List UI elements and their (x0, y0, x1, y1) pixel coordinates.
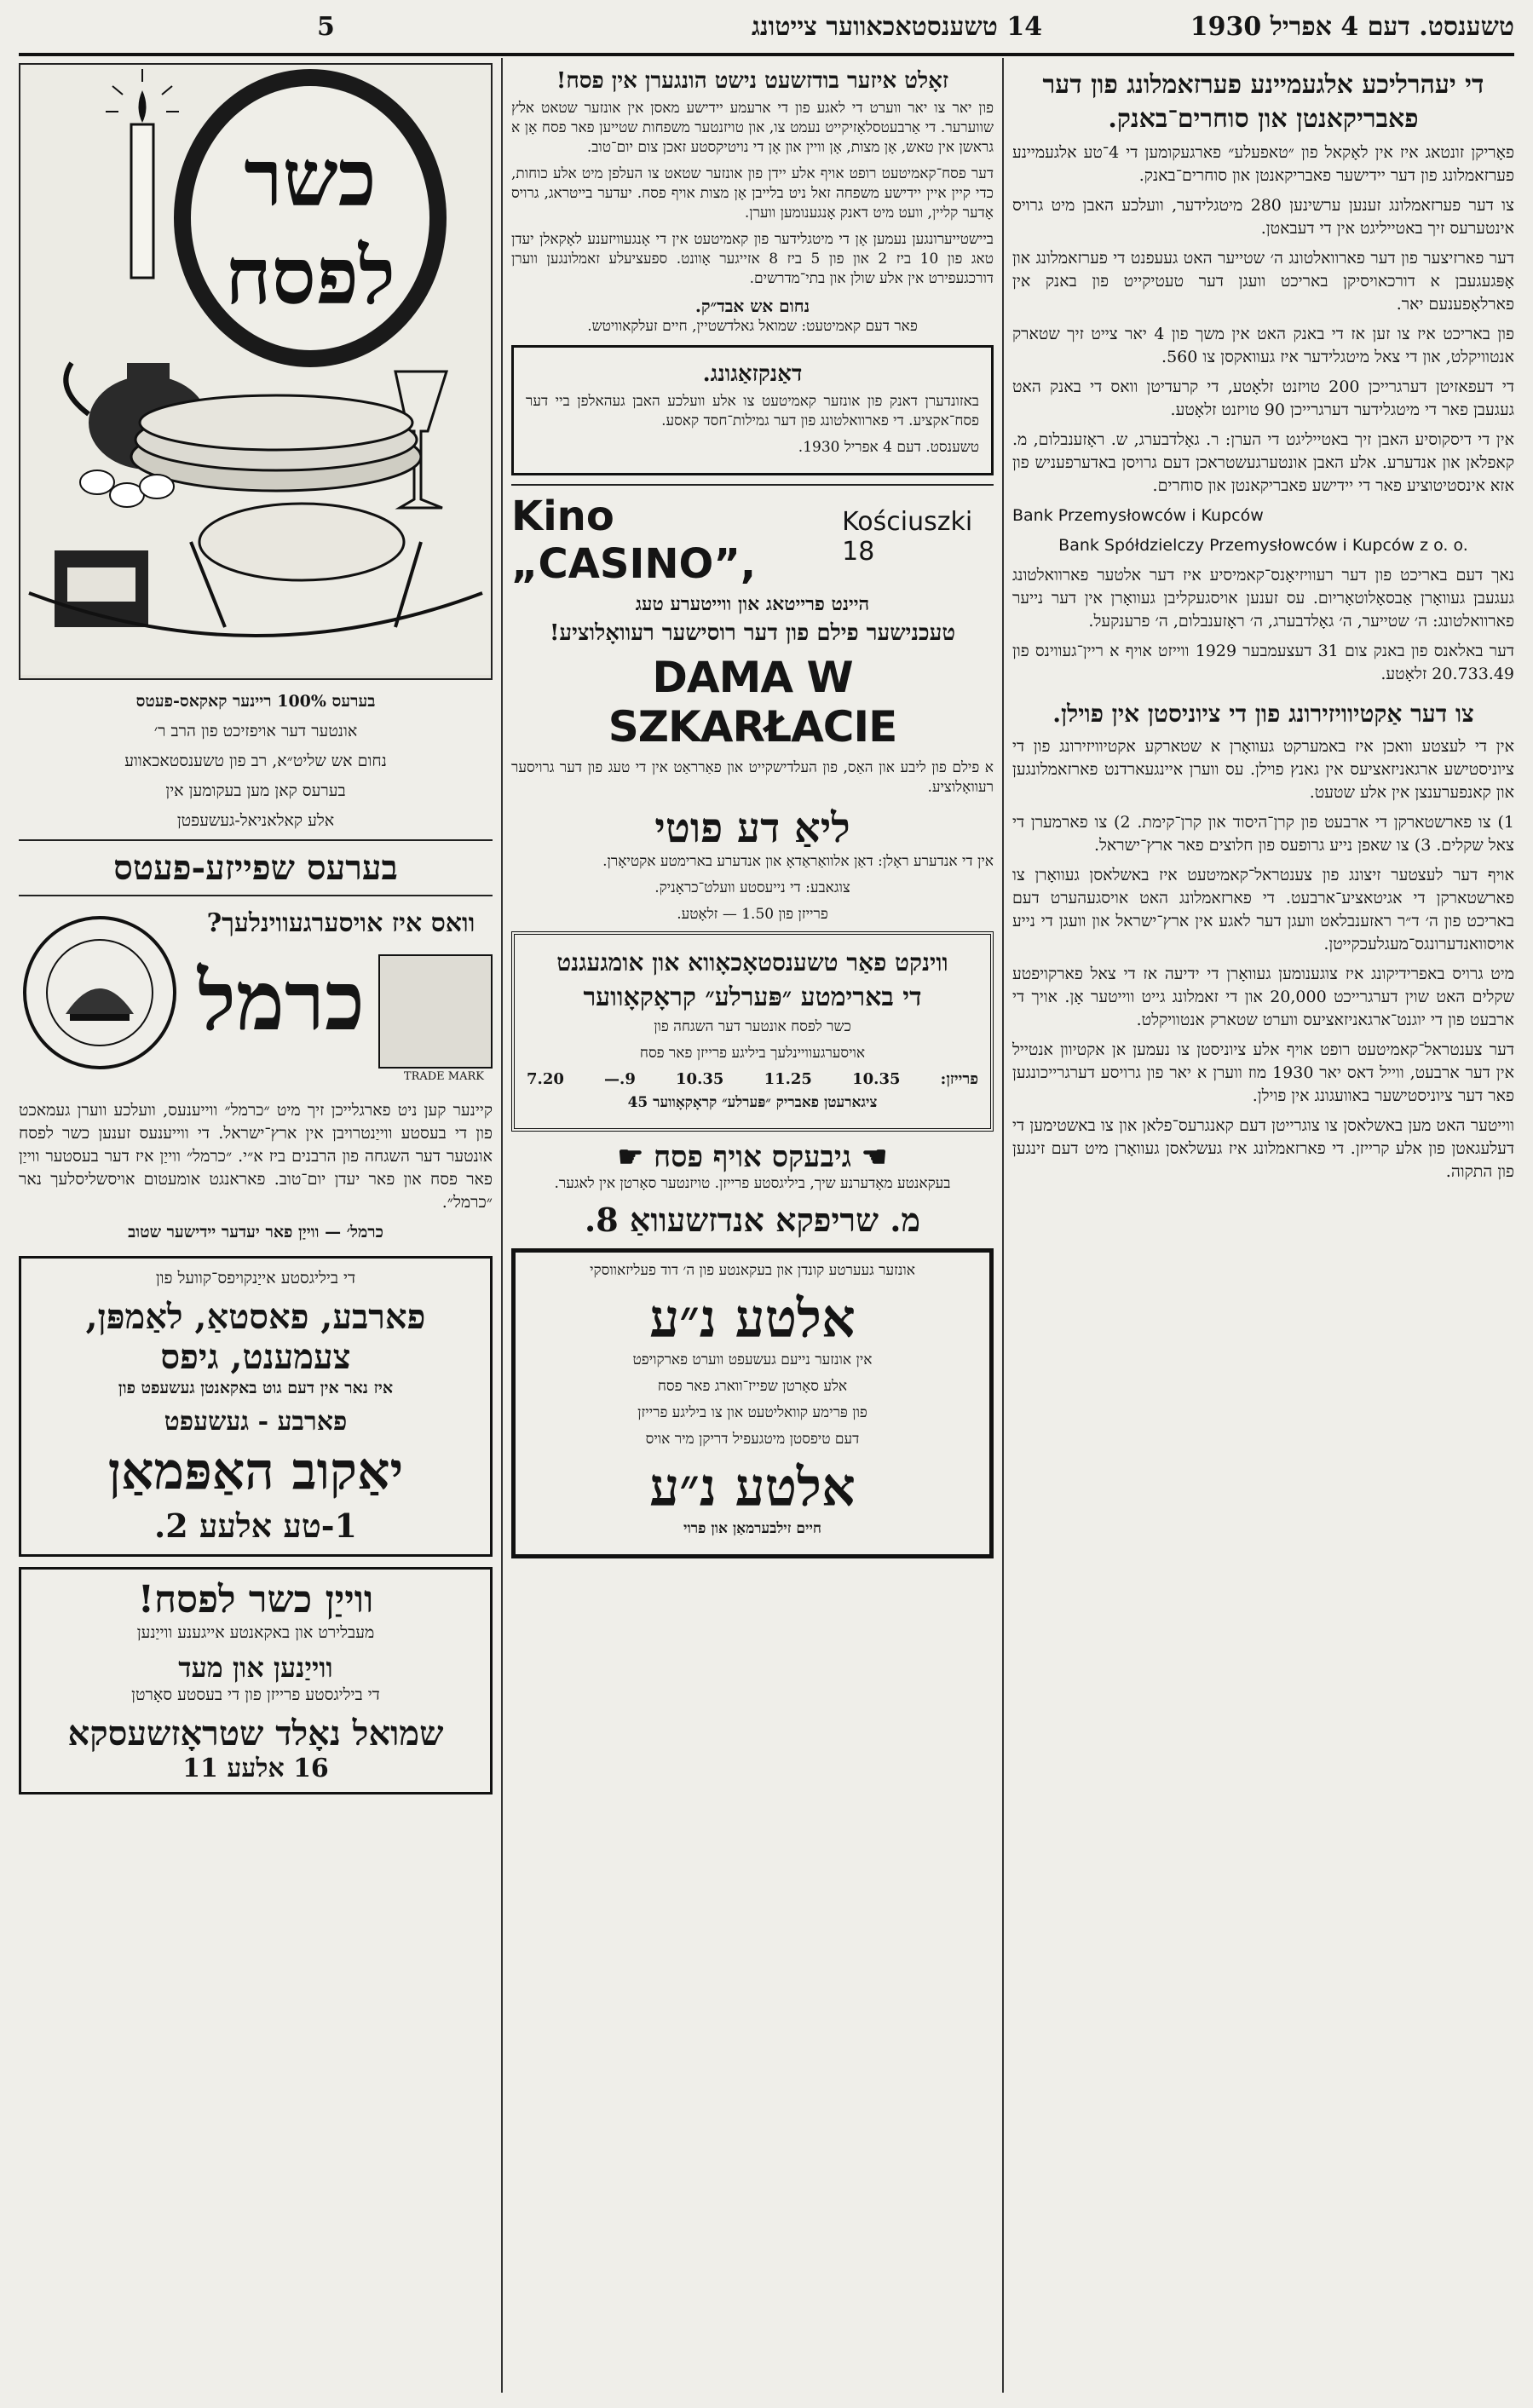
shoe-ad-title-text: גיבעקס אויף פסח (654, 1140, 851, 1174)
carmel-body: קיינער קען ניט פארגלייכן זיך מיט ״כרמל״ ווייענעס, וועלכע ווערן געמאכט פון די בעסטע ווייַנטרויבן אין ארץ־ישראל. די ווייענעס זענען כשר לפסח אונטער דער השגחה פון הרבנים ביז א״י. ״כרמל״ ווייַן איז דער בעסטער ווייַן פאר פסח און פאר יעדן יום־טוב. פאראנגט אומעטום אויסשליסלעך נאר ״כרמל״. (19, 1101, 493, 1212)
bank-paragraph: פאָריקן זונטאג איז אין לאָקאל פון ״טאפעלע״ פארגעקומען די 4־טע אלגעמיינע פערזאמלונג פון דער יידישער פאבריקאנטן און סוחרים־באנק. (1012, 143, 1514, 185)
hafman-ad (19, 1256, 493, 1557)
date-line: טשענסט. דעם 4 אפריל 1930 (1190, 12, 1514, 42)
film-prices: פרייזן פון 1.50 — זלאָטע. (677, 906, 828, 923)
film-description: א פילם פון ליבע און האַס, פון העלדישקייט און פאַרראַט אין די טעג פון דער גרויסער רעוואָלוציע. (511, 759, 994, 796)
perla-price: 10.35 (852, 1070, 901, 1088)
bank-article-title: די יעהרליכע אלגעמיינע פערזאמלונג פון דער פאבריקאנטן און סוחרים־באנק. (1042, 70, 1484, 134)
bank-paragraph: נאך דעם באריכט פון דער רעוויזיאָנס־קאמיסיע איז דער אלטער פארוואלטונג געגעבן געוואָרן אַבסאָלוטאָריום. עס זענען אויסגעקליבן געוואָרן אין דער נייער פארוואלטונג: ה׳ שטייער, ה׳ גאָלדבערג, ה׳ ראָזענבלום, ה׳ פרענקעל. (1012, 566, 1514, 631)
bank-paragraph: דער באלאנס פון באנק צום 31 דעצעמבער 1929 ווייזט אויף א ריין־געווינס פון 20.733.49 זלאָטע. (1012, 642, 1514, 683)
page-header (19, 12, 1514, 49)
bank-polish-name-full: Bank Spółdzielczy Przemysłowców i Kupców z o. o. (1058, 536, 1468, 555)
carmel-figures-illustration (378, 954, 493, 1069)
hafman-address: 1-טע אלעע 2. (153, 1506, 357, 1545)
hafman-line: איז נאר אין דעם גוט באקאנטן געשעפט פון (118, 1379, 394, 1397)
carmel-trade-mark: TRADE MARK (403, 1070, 484, 1083)
right-column (1012, 63, 1514, 2398)
notice-body: באזונדערן דאנק פון אונזער קאמיטעט צו אלע וועלכע האבן געהאלפן ביי דער פסח־אקציע. די פארוואלטונג פון דער גמילות־חסד קאסע. (526, 393, 979, 429)
wine-seller: שמואל נאָלד שטראָזשעסקא (67, 1714, 444, 1754)
alte-text: אין אונזער נייעם געשעפט ווערט פארקויפט (632, 1351, 873, 1368)
page-number: 5 (317, 12, 335, 42)
pointing-hand-icon: ☚ (851, 1140, 888, 1174)
perla-footer: ציגארעטן פאבריק ״פּערלע״ קראָקאָווער 45 (627, 1094, 878, 1111)
shoe-ad-title (511, 1140, 994, 1174)
cinema-address: Kościuszki 18 (842, 507, 973, 567)
bank-paragraph: פון באריכט איז צו זען אז די באנק האט אין משך פון 4 יאר צייט זיך שטארק אנטוויקלט, און די צאל מיטגלידער איז געוואקסן צו 560. (1012, 325, 1514, 366)
alte-intro: אונזער געערטע קונדן און בעקאנטע פון ה׳ דוד פעליזאווסקי (590, 1262, 915, 1279)
perla-price: 10.35 (676, 1070, 724, 1088)
bank-paragraph: די דעפאזיטן דערגרייכן 200 טויזנט זלאָטע, די קרעדיטן וואס די באנק האט געגעבן פאר די מיטגלידער דערגרייכן 90 טויזנט זלאָטע. (1012, 377, 1514, 419)
column-divider-1 (501, 58, 503, 2393)
wine-ad (19, 1567, 493, 1794)
perla-price: 11.25 (764, 1070, 812, 1088)
hafman-products-2: צעמענט, גיפס (160, 1337, 351, 1377)
pointing-hand-icon: ☛ (617, 1140, 654, 1174)
wine-address: 16 אלעע 11 (182, 1754, 329, 1783)
wine-title: ווייַן כשר לפסח! (137, 1578, 374, 1622)
film-star: ליאַ דע פוטי (654, 804, 850, 852)
zionist-paragraph: מיט גרויס באפרידיקונג איז צוגענומען געוואָרן די ידיעה אז די צאל פארקויפטע שקלים האט שוין דערגרייכט 20,000 און די זאמלונג גייט ווייטער אָן. אויך די ארבעט פון די יוגנט־ארגאניזאציעס ווערט שטארק אנטוויקלט. (1012, 965, 1514, 1029)
kosher-ad-line: בערעס 100% ריינער קאקאס-פעטס (135, 692, 376, 711)
bank-polish-name: Bank Przemysłowców i Kupców (1012, 506, 1264, 525)
perla-line: אויסערגעוויינלעך ביליגע פרייזן פאר פסח (639, 1045, 866, 1062)
perla-price: 9.— (604, 1070, 636, 1088)
zionist-article-title: צו דער אַקטיוויזירונג פון די ציוניסטן אין פוילן. (1052, 700, 1474, 728)
wine-line: ווייַנען און מעד (178, 1651, 333, 1684)
kosher-ad-line: אונטער דער אויפזיכט פון הרב ר׳ (153, 722, 358, 740)
cinema-name: Kino „CASINO”, (511, 493, 757, 588)
alte-text: דעם טיפסטן מיטגעפיל דריקן מיר אויס (645, 1431, 860, 1448)
shoe-ad-name: מ. שריפקא אנדזשעוואַ 8. (585, 1201, 920, 1239)
article-signers: פאר דעם קאמיטעט: שמואל גאלדשטיין, חיים זעלקאוויטש. (587, 318, 918, 335)
article-title: זאָלט איזער בודזשעט נישט הונגערן אין פסח! (556, 68, 949, 94)
hafman-products: פארבע, פאסטאַ, לאַמפּן, (85, 1297, 426, 1337)
divider (19, 895, 493, 896)
perla-subtitle: די בארימטע ״פּערלע״ קראָקאָווער (583, 982, 922, 1012)
sign-word-kosher: כשר (244, 132, 377, 224)
alte-name: אלטע נ״ע (649, 1288, 856, 1350)
bank-paragraph: אין די דיסקוסיע האבן זיך באטייליגט די הערן: ר. גאָלדבערג, ש. ראָזענבלום, מ. קאפלאן און אנדערע. אלע האבן אונטערגעשטראכן דעם גרויסן באדערפעניש פון אזא אינסטיטוציע פאר די יידישע פאבריקאנטן און סוחרים. (1012, 430, 1514, 495)
perla-price: 7.20 (527, 1070, 564, 1088)
zionist-paragraph: דער צענטראל־קאמיטעט רופט אויף אלע ציוניסטן צו נעמען אן אקטיוון אנטייל אין דער ארבעט, ווייל דאס יאר 1930 מוז ווערן א יאר פון גרויסע דערגרייכונגען פאר דער ציוניסטישער באוועגונג אין פוילן. (1012, 1040, 1514, 1105)
carmel-ad (19, 903, 493, 1099)
perla-prices-label: פרייזן: (940, 1070, 978, 1088)
article-paragraph: ביישטייערונגען נעמען אָן די מיטגלידער פון קאמיטעט אין די אָנגעוויזענע לאָקאלן יעדן טאג פון 10 ביז 2 און פון 5 ביז 8 אזייגער אָוונט. ספעציעלע זאמלונגען ווערן דורכגעפירט אין אלע שולן און בתי־מדרשים. (511, 231, 994, 287)
shoe-ad-body: בעקאנטע מאָדערנע שיך, ביליגסטע פרייזן. טויזנטער סאָרטן אין לאגער. (554, 1175, 951, 1192)
article-paragraph: דער פסח־קאמיטעט רופט אויף אלע יידן פון אונזער שטאט צו העלפן מיט אלע כוחות, כדי קיין איין יידישע משפחה זאל ניט בלייבן אָן מצות אויף פסח. יעדער בייטראג, גרויס אָדער קליין, וועט מיט דאנק אָנגענומען ווערן. (511, 165, 994, 222)
cinema-intro-2: טעכנישער פילם פון דער רוסישער רעוואָלוציע! (549, 620, 956, 646)
kosher-lepesach-illustration (19, 63, 493, 680)
kosher-ad-line: נחום אש שליט״א, רב פון טשענסטאכאווע (124, 752, 387, 770)
perla-title: ווינקט פאַר טשענסטאָכאָווא און אומגעגנט (556, 948, 948, 976)
kosher-ad-banner: בערעס שפייזע-פעטס (113, 848, 398, 888)
notice-title: דאַנקזאַגונג. (702, 361, 803, 387)
hafman-name: יאַקוב האַפּמאַן (107, 1442, 404, 1501)
zionist-paragraph: ווייטער האט מען באשלאסן צו צוגרייטן דעם קאנגרעס־פלאן און צו באשטימען די דעלעגאטן פון אלע קרייזן. די פארזאמלונג איז געשלאסן געוואָרן מיט דעם זינגען פון התקוה. (1012, 1116, 1514, 1181)
alte-text: אלע סאָרטן שפייז־ווארג פאר פסח (657, 1378, 848, 1395)
bank-paragraph: דער פארזיצער פון דער פארוואלטונג ה׳ שטייער האט געעפנט די פערזאמלונג און אָפּגעגעבן א דורכאויסיקן באריכט וועגן דער טעטיקייט פון באנק אין פארלאָפענעם יאר. (1012, 249, 1514, 314)
film-extra: צוגאבע: די נייעסטע וועלט־כראָניק. (654, 879, 850, 896)
wine-line: די ביליגסטע פרייזן פון די בעסטע סאָרטן (131, 1685, 380, 1704)
sign-word-lepesach: לפסח (225, 230, 395, 322)
perla-price-row (527, 1070, 978, 1088)
issue-number: 14 (1006, 12, 1043, 42)
paper-name (752, 12, 1042, 42)
hafman-line: פארבע - געשעפט (164, 1407, 348, 1437)
divider (19, 839, 493, 841)
cinema-intro: היינט פרייטאג און ווייטערע טעג (635, 593, 870, 615)
wine-line: מעבלירט און באקאנטע אייגענע ווייַנען (136, 1623, 375, 1642)
alte-name-2: אלטע נ״ע (649, 1456, 856, 1518)
thanks-notice (511, 345, 994, 475)
header-rule (19, 53, 1514, 56)
carmel-seal-icon (19, 912, 181, 1074)
carmel-headline: וואס איז אויסערגעווינלעך? (206, 908, 475, 938)
divider (511, 484, 994, 486)
shoe-ad (511, 1140, 994, 1240)
film-title: DAMA W SZKARŁACIE (608, 653, 897, 752)
perla-line: כשר לפסח אונטער דער השגחה פון (654, 1018, 851, 1035)
column-divider-2 (1002, 58, 1004, 2393)
hafman-line: די ביליגסטע אייַנקויפס־קוועל פון (155, 1269, 356, 1288)
left-column (19, 63, 493, 2398)
article-signature: נחום אש אבד״ק. (694, 296, 810, 316)
alte-notice (511, 1248, 994, 1558)
carmel-footer: כרמל׳ — ווייַן פאר יעדער יידישער שטוב (128, 1223, 383, 1241)
film-cast: אין די אנדערע ראָלן: דאַן אלוואַראַדאָ און אנדערע בארימטע אקטיאָרן. (602, 853, 994, 870)
kosher-ad-text (19, 690, 493, 832)
zionist-paragraph: אויף דער לעצטער זיצונג פון צענטראל־קאמיטעט איז באשלאסן געוואָרן צו פארשטארקן די אגיטאציע־ארבעט. די פארזאמלונג האט אויסגעהערט דעם באריכט פון ה׳ ד״ר ראזענבלאט וועגן דער לאגע אין ארץ־ישראל און וועגן די נייע אויסוואנדערונגס־מעגלעכקייטן. (1012, 866, 1514, 953)
cinema-header (511, 493, 994, 588)
notice-sign: טשענסט. דעם 4 אפריל 1930. (798, 439, 979, 456)
zionist-paragraph: אין די לעצטע וואכן איז באמערקט געוואָרן א שטארקע אקטיוויזירונג פון די ציוניסטישע ארגאניזאציעס אין גאנץ פוילן. עס ווערן איינגעארדנט פארזאמלונגען און קאנפערענצן אין אלע שטעט. (1012, 737, 1514, 802)
alte-footer: חיים זילבערמאַן און פרוי (683, 1520, 821, 1537)
zionist-paragraph: 1) צו פארשטארקן די ארבעט פון קרן־היסוד און קרן־קימת. 2) צו פארמערן די צאל שקלים. 3) צו שאפן נייע גרופעס פון חלוצים פאר ארץ־ישראל. (1012, 813, 1514, 855)
kosher-ad-line: אלע קאלאניאל-געשעפטן (176, 811, 335, 830)
carmel-brand: כרמל (198, 953, 365, 1049)
passover-table-drawing (20, 65, 491, 675)
kosher-ad-line: בערעס קאן מען בעקומען אין (165, 781, 346, 800)
bank-paragraph: צו דער פערזאמלונג זענען ערשינען 280 מיטגלידער, וועלכע האבן מיט גרויס אינטערעס זיך באטייליגט אין די דעבאטן. (1012, 196, 1514, 238)
paper-title: טשענסטאכאווער צייטונג (752, 12, 998, 42)
article-paragraph: פון יאר צו יאר ווערט די לאגע פון די ארעמע יידישע מאסן אין אונזער שטאט אלץ שווערער. די אַרבעטסלאָזיקייט נעמט צו, און טויזנטער משפחות שטייען פאר פסח אָן א גראשן אין טאש, אָן מצות, אָן וויין און אָן די נויטיקסטע זאכן צום יום־טוב. (511, 100, 994, 156)
alte-text: פון פּרימע קוואליטעט און צו ביליגע פרייזן (637, 1404, 867, 1421)
middle-column (511, 63, 994, 2398)
perla-ad (511, 931, 994, 1132)
